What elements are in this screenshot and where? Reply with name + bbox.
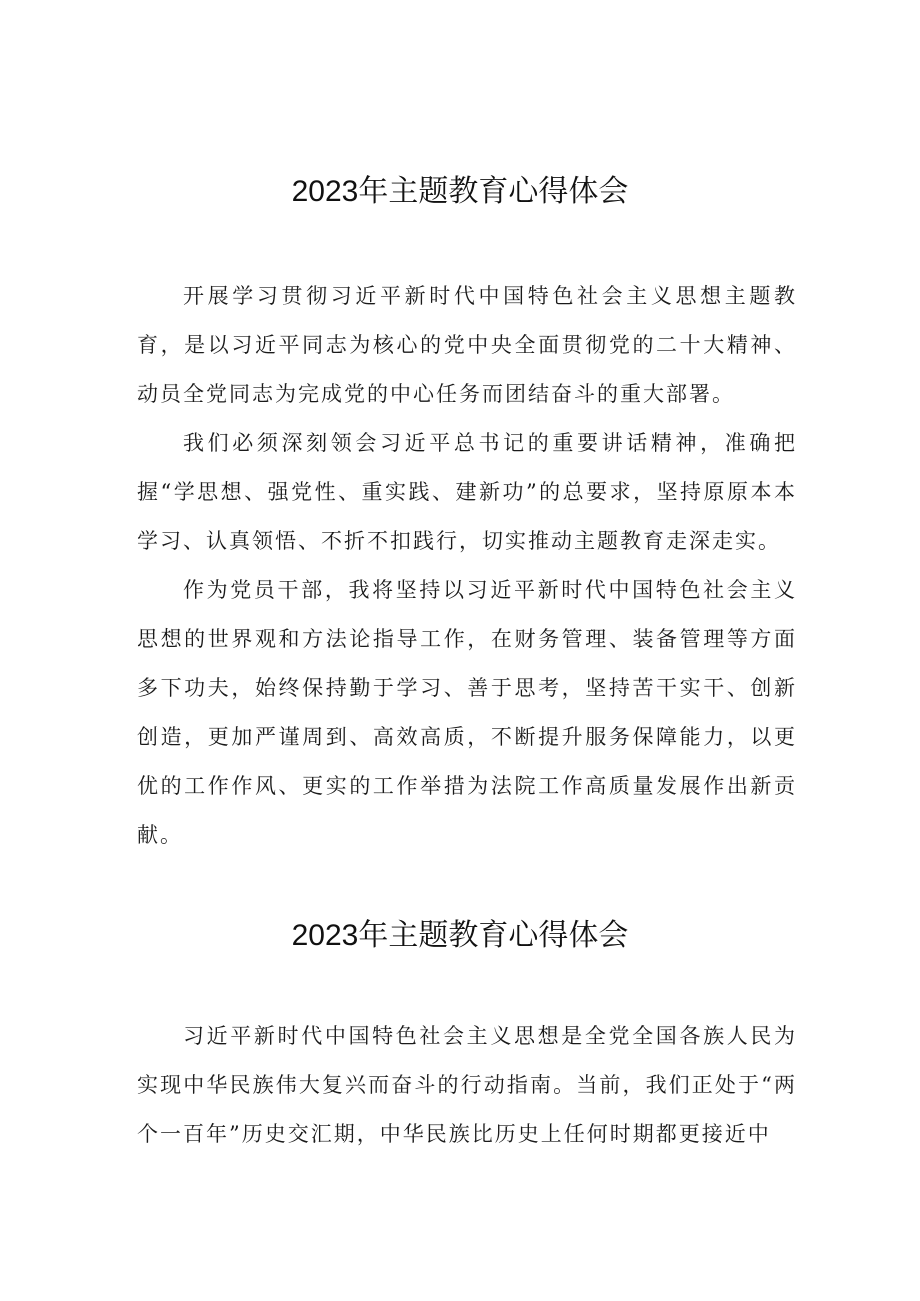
second-document-body (137, 1012, 797, 1159)
document-title: 2023年主题教育心得体会 (291, 175, 629, 208)
body-paragraph-2: 我们必须深刻领会习近平总书记的重要讲话精神，准确把握“学思想、强党性、重实践、建新功”的总要求，坚持原原本本学习、认真领悟、不折不扣践行，切实推动主题教育走深走实。 (137, 431, 797, 553)
second-body-paragraph-1: 习近平新时代中国特色社会主义思想是全党全国各族人民为实现中华民族伟大复兴而奋斗的行动指南。当前，我们正处于“两个一百年”历史交汇期，中华民族比历史上任何时期都更接近中 (137, 1024, 797, 1146)
second-document-title: 2023年主题教育心得体会 (291, 919, 629, 952)
body-paragraph-3: 作为党员干部，我将坚持以习近平新时代中国特色社会主义思想的世界观和方法论指导工作，在财务管理、装备管理等方面多下功夫，始终保持勤于学习、善于思考，坚持苦干实干、创新创造，更加严谨周到、高效高质，不断提升服务保障能力，以更优的工作作风、更实的工作举措为法院工作高质量发展作出新贡献。 (137, 578, 797, 847)
document-body (137, 272, 797, 860)
body-paragraph-1: 开展学习贯彻习近平新时代中国特色社会主义思想主题教育，是以习近平同志为核心的党中央全面贯彻党的二十大精神、动员全党同志为完成党的中心任务而团结奋斗的重大部署。 (137, 284, 797, 406)
